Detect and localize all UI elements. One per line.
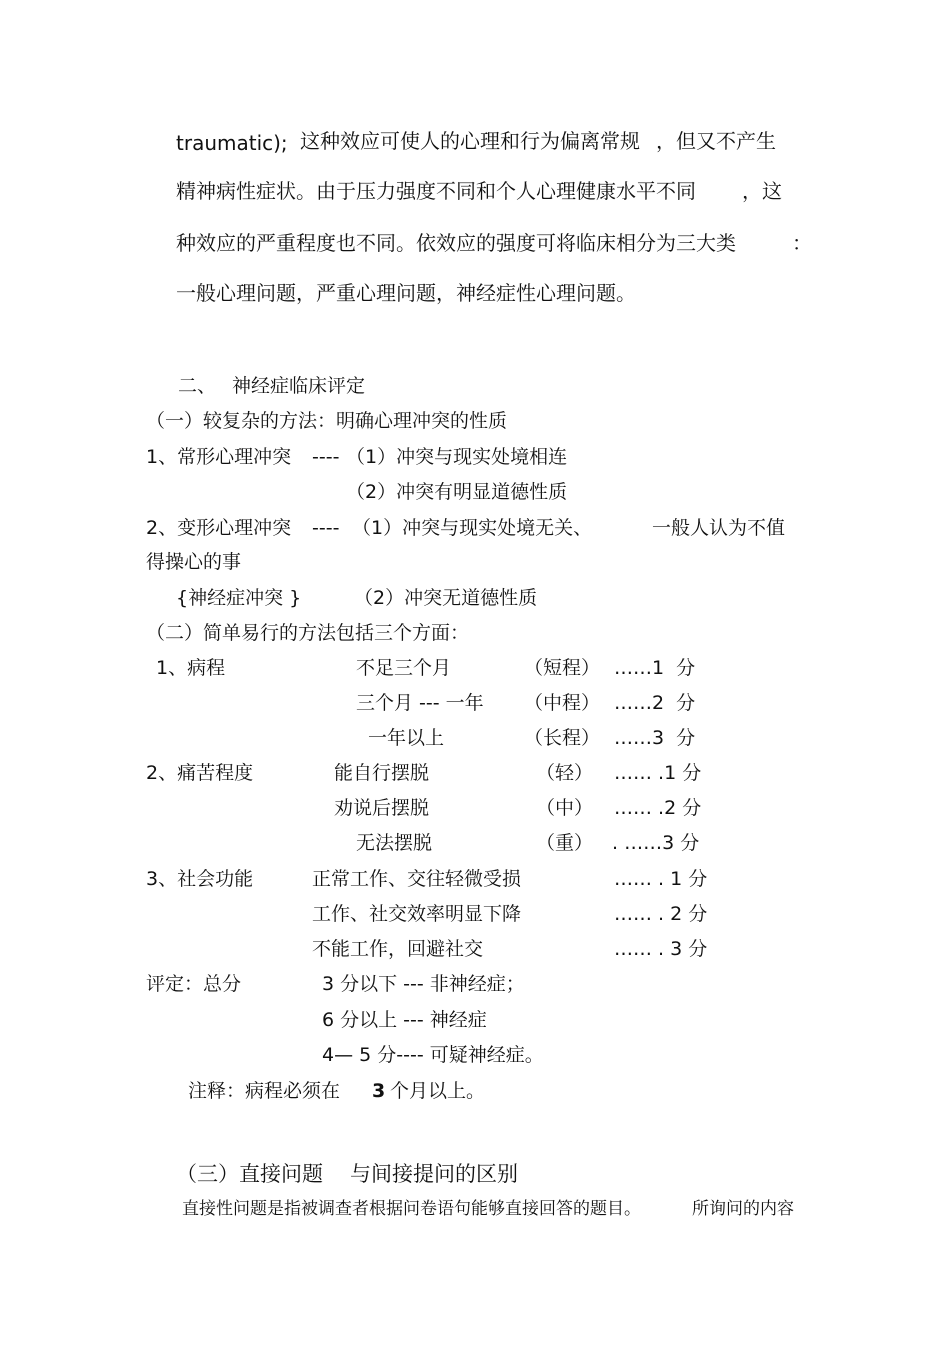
course-row1-level: （短程）	[524, 657, 601, 679]
conflict1-item1: （1）冲突与现实处境相连	[346, 446, 568, 468]
note-prefix: 注释：病程必须在	[188, 1080, 341, 1102]
course-row1-desc: 不足三个月	[356, 657, 452, 679]
course-row2-level: （中程）	[524, 692, 601, 714]
para1-line2-text: 精神病性症状。由于压力强度不同和个人心理健康水平不同	[176, 179, 696, 203]
distress-row2-desc: 劝说后摆脱	[334, 797, 430, 819]
social-row1-score: …… . 1 分	[614, 868, 708, 890]
section3-heading-a: （三）直接问题	[176, 1162, 323, 1186]
evaluation-rule-2: 6 分以上 --- 神经症	[322, 1009, 487, 1031]
distress-row1-score: …… .1 分	[614, 762, 702, 784]
para1-line3-tail: ：	[792, 231, 812, 255]
course-label: 1、病程	[156, 657, 226, 679]
conflict1-label: 1、常形心理冲突	[146, 446, 292, 468]
social-label: 3、社会功能	[146, 868, 254, 890]
neurotic-conflict-bracket: {神经症冲突 }	[176, 587, 302, 609]
course-row3-score: ……3 分	[614, 727, 696, 749]
para1-line1-tail: ，但又不产生	[656, 129, 776, 153]
social-row1-desc: 正常工作、交往轻微受损	[312, 868, 522, 890]
section2-heading-number: 二、	[178, 375, 217, 397]
note-suffix: 个月以上。	[390, 1080, 486, 1102]
social-row2-desc: 工作、社交效率明显下降	[312, 903, 522, 925]
course-row3-desc: 一年以上	[368, 727, 445, 749]
evaluation-label: 评定：总分	[146, 973, 242, 995]
para1-line2-tail: ，这	[742, 179, 782, 203]
distress-row1-level: （轻）	[536, 762, 594, 784]
conflict2-item1: （1）冲突与现实处境无关、	[352, 517, 593, 539]
para1-line1-text: 这种效应可使人的心理和行为偏离常规	[300, 129, 640, 153]
section3-line1-a: 直接性问题是指被调查者根据问卷语句能够直接回答的题目。	[182, 1199, 641, 1219]
distress-row3-desc: 无法摆脱	[356, 832, 433, 854]
evaluation-rule-3: 4— 5 分---- 可疑神经症。	[322, 1044, 544, 1066]
distress-row3-score: . ……3 分	[612, 832, 700, 854]
course-row2-desc: 三个月 --- 一年	[356, 692, 484, 714]
conflict2-dashes: ----	[312, 517, 340, 539]
para1-line1-word: traumatic);	[176, 131, 288, 155]
method2-title: （二）简单易行的方法包括三个方面：	[146, 622, 470, 644]
conflict2-item2: （2）冲突无道德性质	[354, 587, 538, 609]
conflict2-item1-wrap: 得操心的事	[146, 551, 242, 573]
section3-heading-b: 与间接提问的区别	[350, 1162, 518, 1186]
evaluation-rule-1: 3 分以下 --- 非神经症；	[322, 973, 525, 995]
para1-line3-text: 种效应的严重程度也不同。依效应的强度可将临床相分为三大类	[176, 231, 736, 255]
conflict1-dashes: ----	[312, 446, 340, 468]
social-row3-desc: 不能工作，回避社交	[312, 938, 484, 960]
conflict1-item2: （2）冲突有明显道德性质	[346, 481, 568, 503]
distress-label: 2、痛苦程度	[146, 762, 254, 784]
social-row3-score: …… . 3 分	[614, 938, 708, 960]
note-value: 3	[372, 1080, 386, 1102]
para1-line4-text: 一般心理问题，严重心理问题，神经症性心理问题。	[176, 281, 636, 305]
conflict2-item1-cont: 一般人认为不值	[652, 517, 786, 539]
course-row1-score: ……1 分	[614, 657, 696, 679]
social-row2-score: …… . 2 分	[614, 903, 708, 925]
method1-title: （一）较复杂的方法：明确心理冲突的性质	[146, 410, 508, 432]
distress-row2-score: …… .2 分	[614, 797, 702, 819]
course-row2-score: ……2 分	[614, 692, 696, 714]
section2-heading: 神经症临床评定	[232, 375, 366, 397]
conflict2-label: 2、变形心理冲突	[146, 517, 292, 539]
distress-row1-desc: 能自行摆脱	[334, 762, 430, 784]
distress-row2-level: （中）	[536, 797, 594, 819]
section3-line1-b: 所询问的内容	[692, 1199, 794, 1219]
distress-row3-level: （重）	[536, 832, 594, 854]
course-row3-level: （长程）	[524, 727, 601, 749]
